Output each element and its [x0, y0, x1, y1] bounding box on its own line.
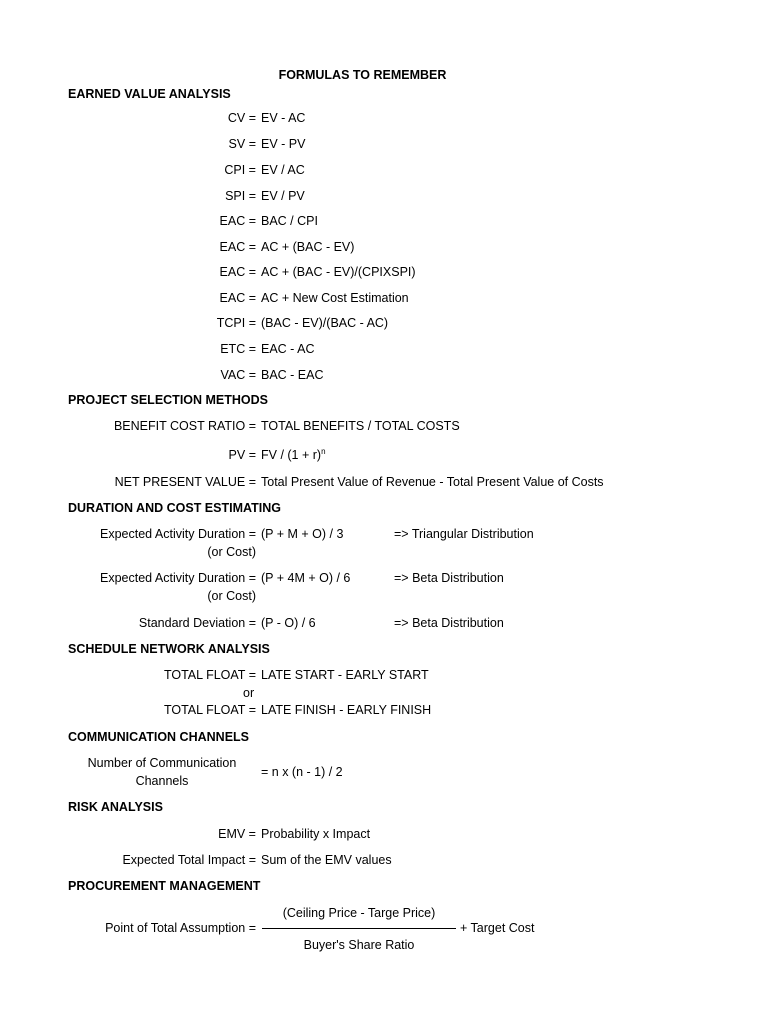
emv-value: Probability x Impact: [261, 827, 371, 841]
section-heading-risk: RISK ANALYSIS: [68, 800, 163, 814]
formula-label: EAC =: [219, 214, 256, 228]
total-float-label: TOTAL FLOAT =: [163, 703, 256, 717]
or-text: or: [243, 686, 255, 700]
formula-label: TCPI =: [216, 316, 256, 330]
ptA-label: Point of Total Assumption =: [105, 921, 256, 935]
formula-value: AC + (BAC - EV)/(CPIXSPI): [261, 265, 416, 279]
section-heading-duration: DURATION AND COST ESTIMATING: [68, 501, 281, 515]
formula-value: EV - PV: [261, 137, 306, 151]
formula-value: (BAC - EV)/(BAC - AC): [261, 316, 389, 330]
formula-value: BAC - EAC: [261, 368, 324, 382]
formula-label: ETC =: [220, 342, 256, 356]
triangular-note: => Triangular Distribution: [394, 527, 534, 541]
formula-label: CV =: [227, 111, 256, 125]
formula-value: EV / PV: [261, 189, 305, 203]
section-heading-schedule: SCHEDULE NETWORK ANALYSIS: [68, 642, 270, 656]
triangular-label: Expected Activity Duration =: [100, 527, 256, 541]
fraction-numerator: (Ceiling Price - Targe Price): [282, 906, 436, 920]
formula-label: EAC =: [219, 240, 256, 254]
stddev-value: (P - O) / 6: [261, 616, 316, 630]
formula-value: AC + New Cost Estimation: [261, 291, 409, 305]
formula-label: VAC =: [220, 368, 256, 382]
emv-label: EMV =: [218, 827, 256, 841]
npv-value: Total Present Value of Revenue - Total Present Value of Costs: [261, 475, 604, 489]
stddev-note: => Beta Distribution: [394, 616, 504, 630]
section-heading-project-selection: PROJECT SELECTION METHODS: [68, 393, 269, 407]
formula-value: AC + (BAC - EV): [261, 240, 355, 254]
section-heading-earned-value: EARNED VALUE ANALYSIS: [68, 87, 231, 101]
fraction-denominator: Buyer's Share Ratio: [303, 938, 415, 952]
total-float-label: TOTAL FLOAT =: [163, 668, 256, 682]
formula-label: SV =: [228, 137, 256, 151]
formula-label: EAC =: [219, 291, 256, 305]
formula-label: EAC =: [219, 265, 256, 279]
stddev-label: Standard Deviation =: [138, 616, 256, 630]
total-float-value: LATE FINISH - EARLY FINISH: [261, 703, 432, 717]
channels-label-line2: Channels: [135, 774, 189, 788]
formula-value: BAC / CPI: [261, 214, 318, 228]
triangular-value: (P + M + O) / 3: [261, 527, 344, 541]
channels-label-line1: Number of Communication: [87, 756, 237, 770]
target-cost-suffix: + Target Cost: [460, 921, 535, 935]
formula-value: EV / AC: [261, 163, 305, 177]
pv-label: PV =: [228, 448, 256, 462]
formula-label: CPI =: [224, 163, 256, 177]
beta-value: (P + 4M + O) / 6: [261, 571, 351, 585]
section-heading-procurement: PROCUREMENT MANAGEMENT: [68, 879, 261, 893]
bcr-label: BENEFIT COST RATIO =: [113, 419, 256, 433]
expected-total-impact-label: Expected Total Impact =: [122, 853, 256, 867]
beta-sublabel: (or Cost): [207, 589, 256, 603]
pv-value: [261, 447, 326, 463]
section-heading-communication: COMMUNICATION CHANNELS: [68, 730, 250, 744]
triangular-sublabel: (or Cost): [207, 545, 256, 559]
fraction-bar: [262, 928, 456, 929]
formula-value: EV - AC: [261, 111, 306, 125]
pv-formula: FV / (1 + r): [261, 448, 322, 462]
formula-value: EAC - AC: [261, 342, 315, 356]
bcr-value: TOTAL BENEFITS / TOTAL COSTS: [261, 419, 460, 433]
total-float-value: LATE START - EARLY START: [261, 668, 429, 682]
pv-exponent: n: [321, 447, 326, 456]
formula-label: SPI =: [225, 189, 256, 203]
beta-note: => Beta Distribution: [394, 571, 504, 585]
expected-total-impact-value: Sum of the EMV values: [261, 853, 392, 867]
npv-label: NET PRESENT VALUE =: [114, 475, 256, 489]
beta-label: Expected Activity Duration =: [100, 571, 256, 585]
page-title: FORMULAS TO REMEMBER: [278, 68, 447, 82]
channels-value: = n x (n - 1) / 2: [261, 765, 343, 779]
